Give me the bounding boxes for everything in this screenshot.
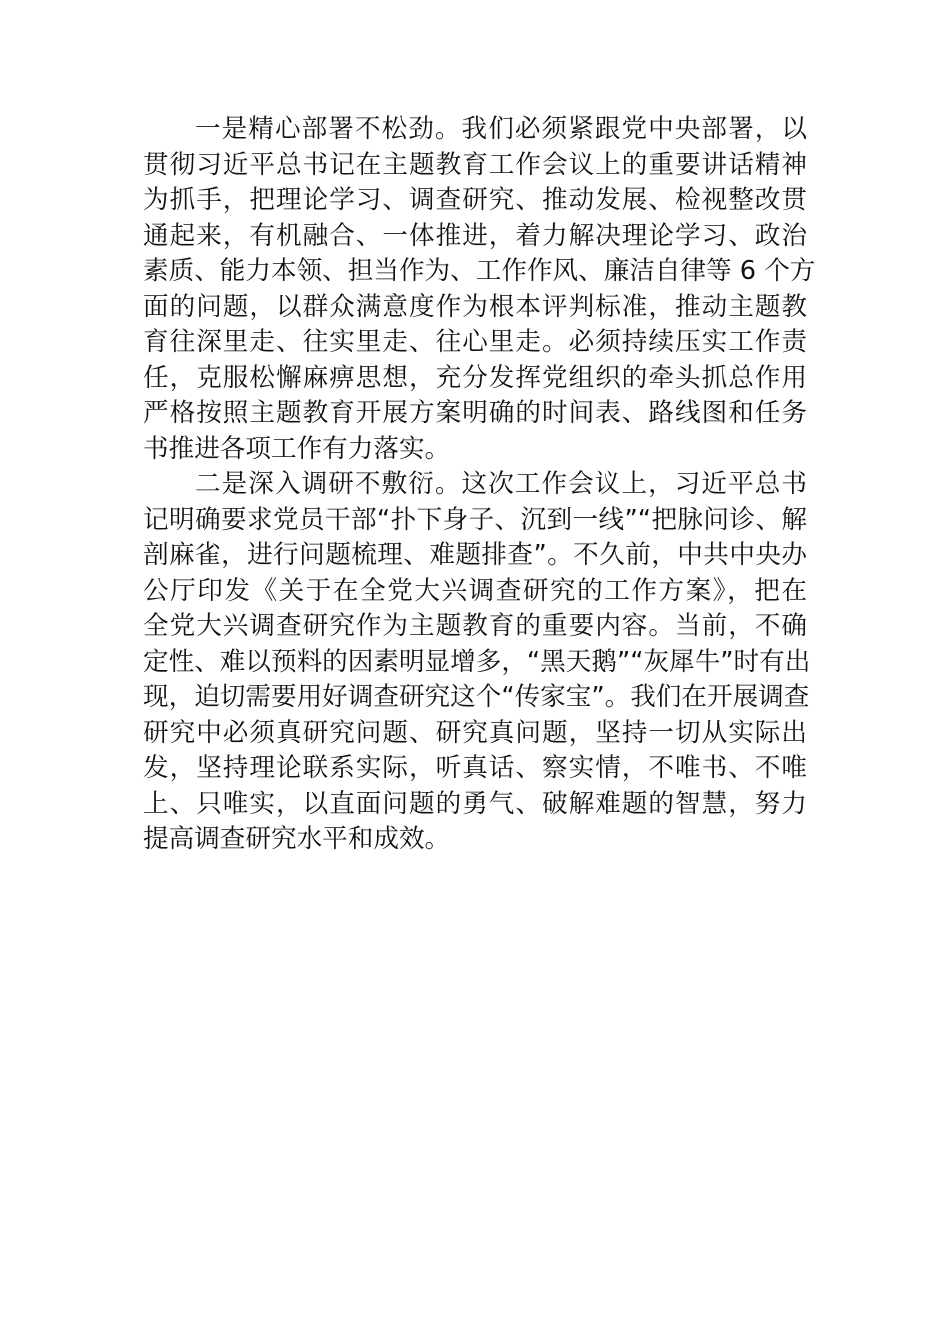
paragraph-line: 剖麻雀，进行问题梳理、难题排查”。不久前，中共中央办 xyxy=(143,540,807,570)
paragraph-line: 书推进各项工作有力落实。 xyxy=(143,433,451,464)
paragraph-line: 提高调查研究水平和成效。 xyxy=(143,824,451,854)
paragraph-line: 任，克服松懈麻痹思想，充分发挥党组织的牵头抓总作用 xyxy=(143,362,807,393)
paragraph-line: 现，迫切需要用好调查研究这个“传家宝”。我们在开展调查 xyxy=(143,682,810,712)
paragraph-line: 育往深里走、往实里走、往心里走。必须持续压实工作责 xyxy=(143,327,807,357)
paragraph-line: 上、只唯实，以直面问题的勇气、破解难题的智慧，努力 xyxy=(143,788,807,819)
paragraph-line: 严格按照主题教育开展方案明确的时间表、路线图和任务 xyxy=(143,398,807,428)
paragraph-line: 记明确要求党员干部“扑下身子、沉到一线”“把脉问诊、解 xyxy=(143,504,807,535)
paragraph-line: 二是深入调研不敷衍。这次工作会议上，习近平总书 xyxy=(195,469,807,499)
paragraph-line: 研究中必须真研究问题、研究真问题，坚持一切从实际出 xyxy=(143,717,807,748)
paragraph-line: 通起来，有机融合、一体推进，着力解决理论学习、政治 xyxy=(143,220,807,251)
paragraph-2 xyxy=(143,467,811,858)
paragraph-line: 为抓手，把理论学习、调查研究、推动发展、检视整改贯 xyxy=(143,185,807,215)
paragraph-line: 面的问题，以群众满意度作为根本评判标准，推动主题教 xyxy=(143,291,807,322)
paragraph-line: 一是精心部署不松劲。我们必须紧跟党中央部署，以 xyxy=(195,114,807,144)
paragraph-1 xyxy=(143,112,816,467)
paragraph-line: 素质、能力本领、担当作为、工作作风、廉洁自律等 6 个方 xyxy=(143,256,816,286)
paragraph-line: 公厅印发《关于在全党大兴调查研究的工作方案》，把在 xyxy=(143,575,807,606)
paragraph-line: 全党大兴调查研究作为主题教育的重要内容。当前，不确 xyxy=(143,611,807,641)
paragraph-line: 定性、难以预料的因素明显增多，“黑天鹅”“灰犀牛”时有出 xyxy=(143,646,811,677)
document-body xyxy=(143,112,816,858)
paragraph-line: 发，坚持理论联系实际，听真话、察实情，不唯书、不唯 xyxy=(143,753,807,783)
paragraph-line: 贯彻习近平总书记在主题教育工作会议上的重要讲话精神 xyxy=(143,149,807,180)
